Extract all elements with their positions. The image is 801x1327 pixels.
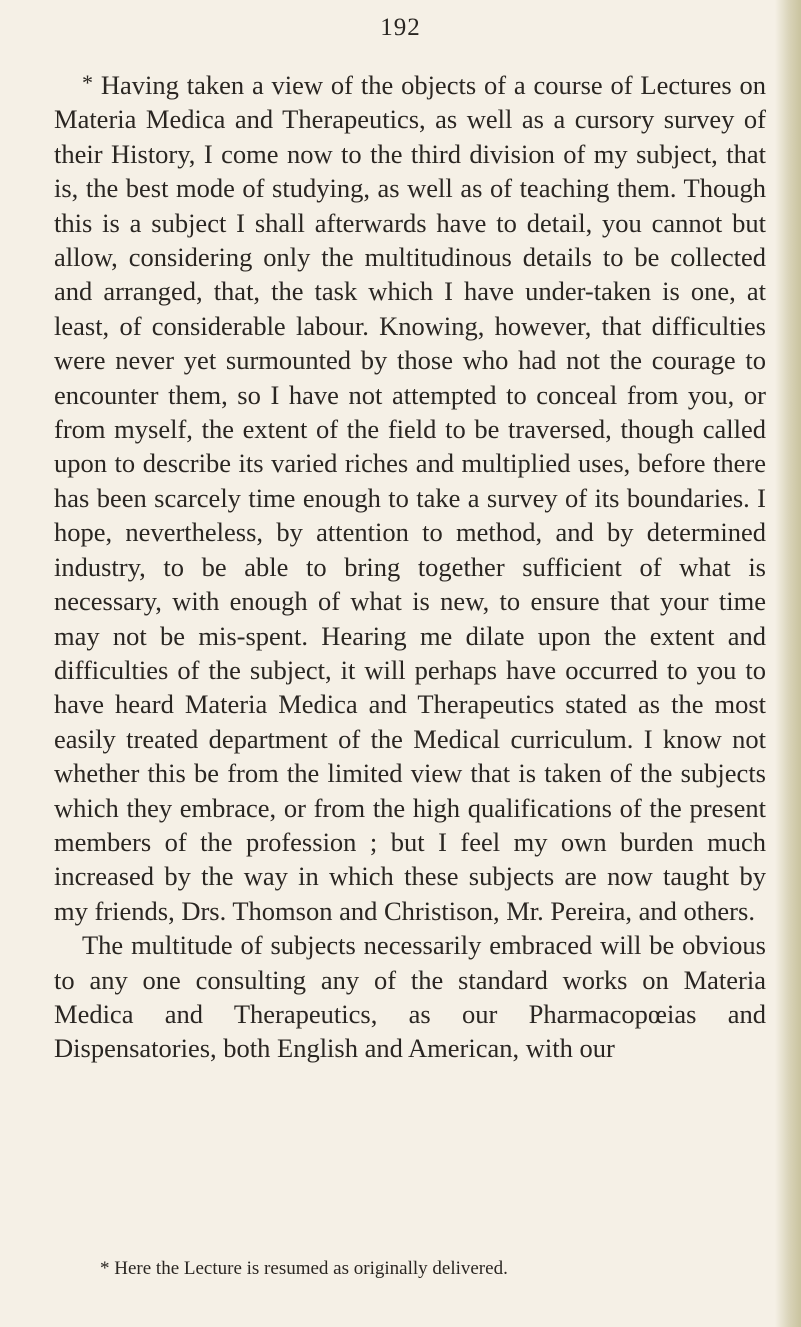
page-number: 192 <box>380 14 421 41</box>
paragraph-2: The multitude of subjects necessarily embraced will be obvious to any one consulting any of the standard works on Materia Medica and Therapeutics, as our Pharmacopœias and Dispensatories, both English and American, with our <box>54 930 766 1064</box>
page-edge-shadow <box>775 0 801 1327</box>
footnote-marker: * <box>82 70 93 95</box>
paragraph-1-text: Having taken a view of the objects of a course of Lectures on Materia Medica and Therapeutics, as well as a cursory survey of their History, I come now to the third division of my subject, that is, the best mode of studying, as well as of teaching them. Though this is a subject I shall afterwards have to detail, you cannot but allow, considering only the multitudinous details to be collected and arranged, that, the task which I have under-taken is one, at least, of considerable labour. Knowing, however, that difficulties were never yet surmounted by those who had not the courage to encounter them, so I have not attempted to conceal from you, or from myself, the extent of the field to be traversed, though called upon to describe its varied riches and multiplied uses, before there has been scarcely time enough to take a survey of its boundaries. I hope, nevertheless, by attention to method, and by determined industry, to be able to bring together sufficient of what is necessary, with enough of what is new, to ensure that your time may not be mis-spent. Hearing me dilate upon the extent and difficulties of the subject, it will perhaps have occurred to you to have heard Materia Medica and Therapeutics stated as the most easily treated department of the Medical curriculum. I know not whether this be from the limited view that is taken of the subjects which they embrace, or from the high qualifications of the present members of the profession ; but I feel my own burden much increased by the way in which these subjects are now taught by my friends, Drs. Thomson and Christison, Mr. Pereira, and others. <box>54 70 767 926</box>
footnote: * Here the Lecture is resumed as originally delivered. <box>100 1258 508 1279</box>
paragraph-1 <box>54 66 766 928</box>
body-text <box>54 66 766 1066</box>
